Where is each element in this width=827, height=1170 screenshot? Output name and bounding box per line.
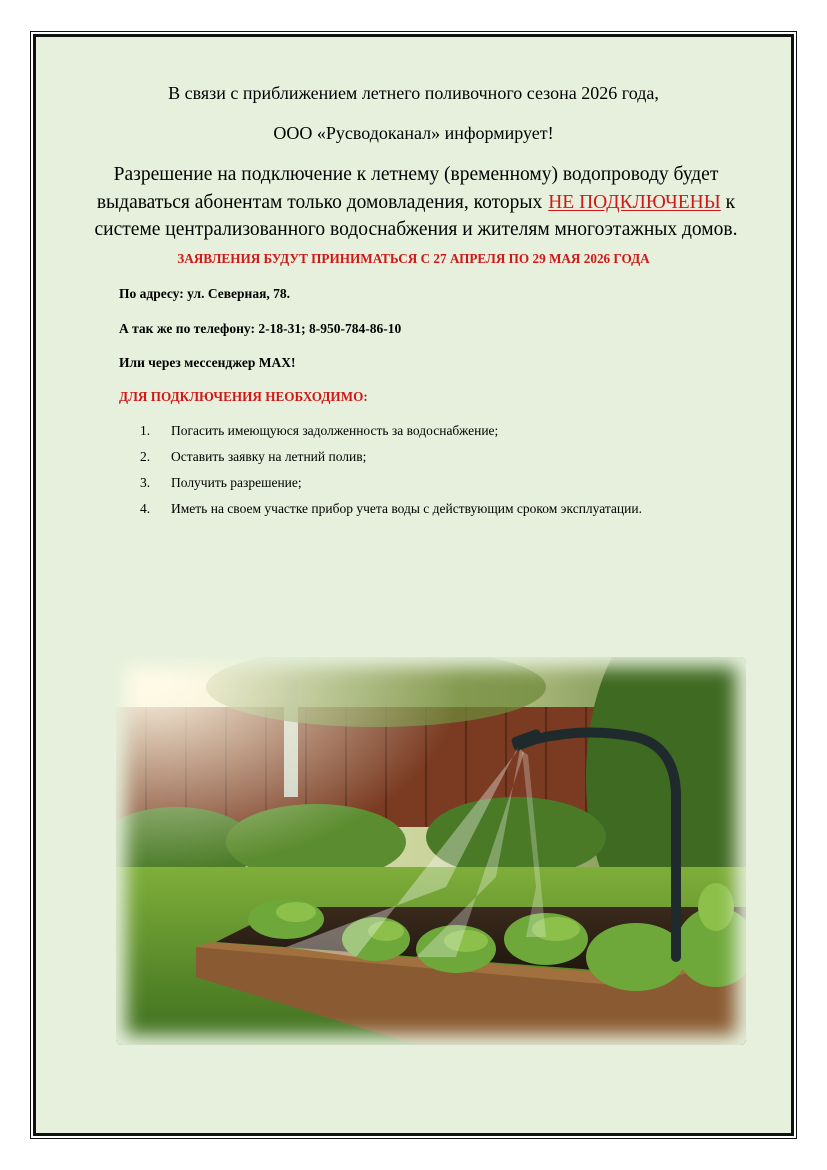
list-item-number: 3. [140, 475, 151, 490]
phone-line: А так же по телефону: 2-18-31; 8-950-784-86-10 [119, 321, 402, 336]
address-line: По адресу: ул. Северная, 78. [119, 286, 291, 301]
list-item-text: Получить разрешение; [171, 475, 302, 490]
garden-watering-photo [116, 657, 746, 1045]
info-text-after: к системе централизованного водоснабжения и жителям многоэтажных домов. [94, 191, 738, 240]
list-item-number: 1. [140, 423, 151, 438]
list-item-text: Погасить имеющуюся задолженность за водоснабжение; [171, 423, 499, 438]
messenger-line: Или через мессенджер MAX! [119, 355, 296, 370]
list-item [140, 474, 642, 500]
list-item-text: Иметь на своем участке прибор учета воды с действующим сроком эксплуатации. [171, 501, 642, 516]
list-item [140, 448, 642, 474]
notice-page [33, 34, 794, 1136]
list-item-number: 4. [140, 501, 151, 516]
list-item-text: Оставить заявку на летний полив; [171, 449, 367, 464]
garden-illustration [116, 657, 746, 1045]
not-connected-emphasis: НЕ ПОДКЛЮЧЕНЫ [548, 191, 721, 213]
list-item [140, 422, 642, 448]
info-paragraph [76, 161, 756, 244]
info-text-before: Разрешение на подключение к летнему (временному) водопроводу будет выдаваться абонентам только домовладения, которых [96, 164, 719, 213]
list-item [140, 500, 642, 526]
list-item-number: 2. [140, 449, 151, 464]
company-line: ООО «Русводоканал» информирует! [273, 123, 554, 143]
application-dates-notice: ЗАЯВЛЕНИЯ БУДУТ ПРИНИМАТЬСЯ С 27 АПРЕЛЯ ПО 29 МАЯ 2026 ГОДА [177, 251, 650, 266]
requirements-title: ДЛЯ ПОДКЛЮЧЕНИЯ НЕОБХОДИМО: [119, 389, 368, 404]
requirements-list [140, 422, 642, 526]
intro-line: В связи с приближением летнего поливочного сезона 2026 года, [168, 83, 659, 103]
